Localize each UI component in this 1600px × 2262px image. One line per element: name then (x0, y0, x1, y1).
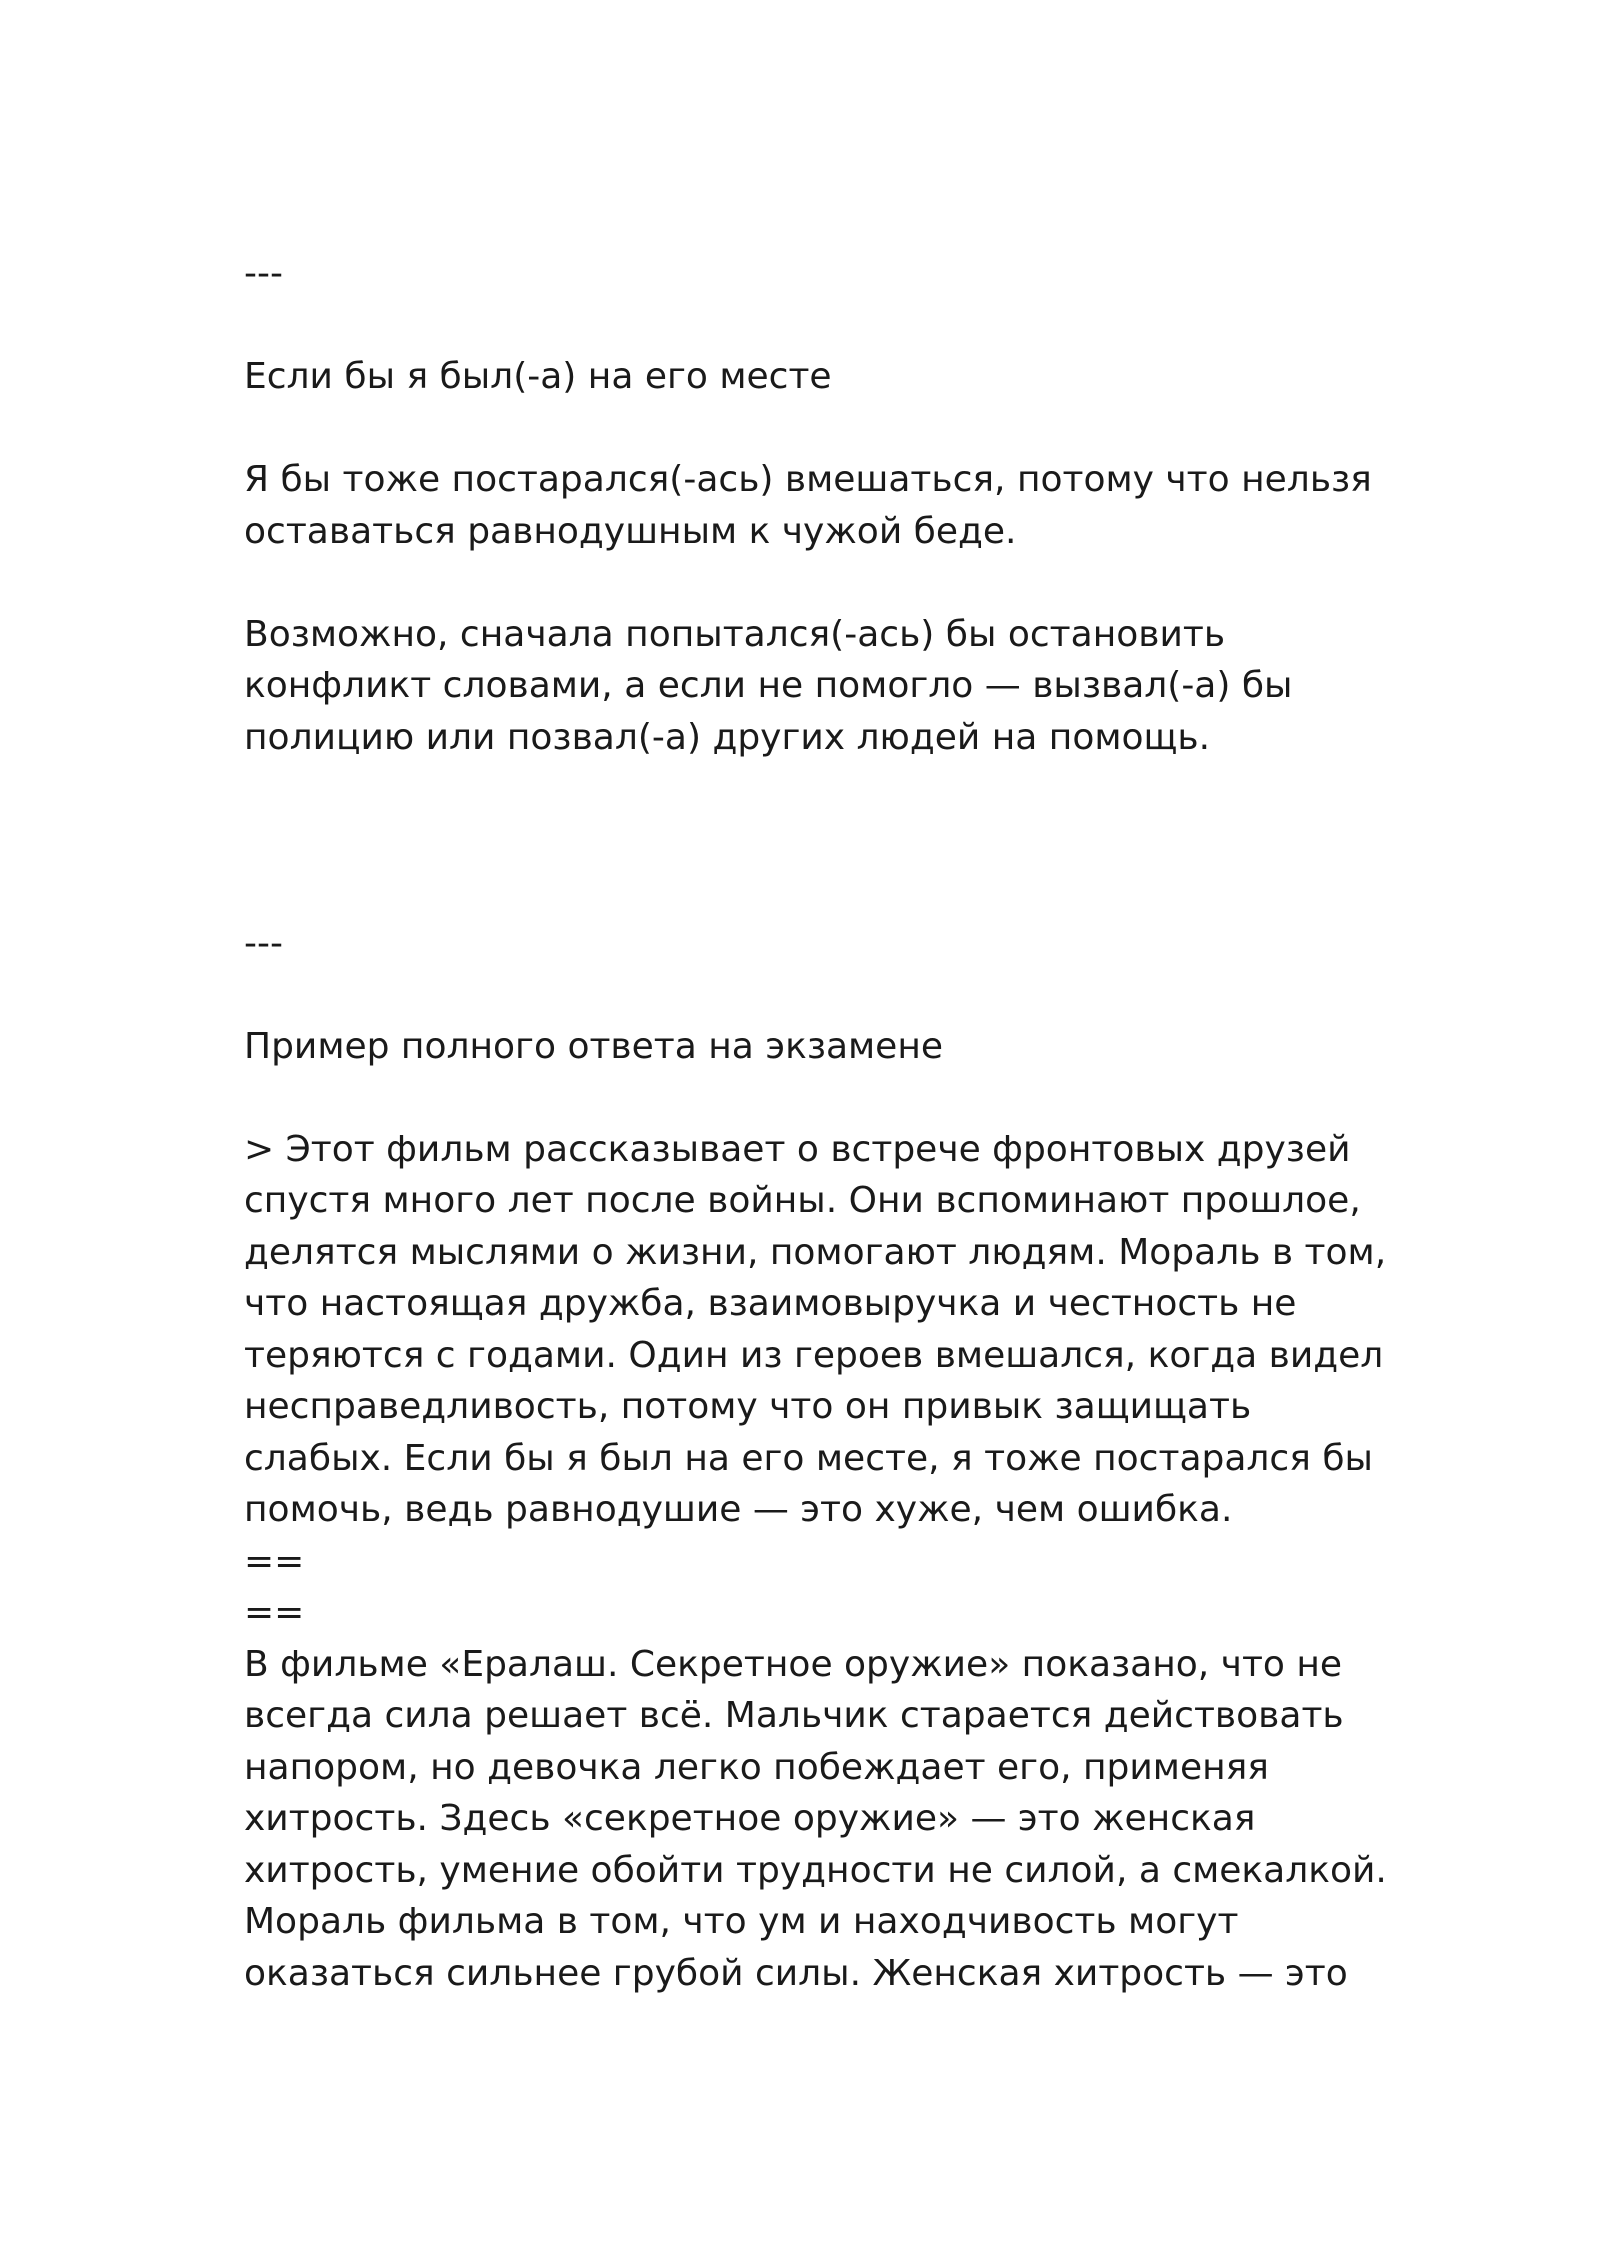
paragraph-line: полицию или позвал(-а) других людей на помощь. (244, 716, 1211, 758)
quote-line: несправедливость, потому что он привык защищать (244, 1386, 1252, 1427)
blank-line (244, 1072, 1444, 1124)
paragraph-line: Мораль фильма в том, что ум и находчивость могут (244, 1901, 1239, 1942)
blank-line (244, 557, 1444, 609)
paragraph-line: всегда сила решает всё. Мальчик старается действовать (244, 1695, 1344, 1736)
paragraph-line: оказаться сильнее грубой силы. Женская хитрость — это (244, 1952, 1348, 1994)
paragraph-line: хитрость, умение обойти трудности не силой, а смекалкой. (244, 1849, 1387, 1891)
blank-line (244, 300, 1444, 352)
separator-equals: == (244, 1540, 305, 1582)
quote-line: > Этот фильм рассказывает о встрече фронтовых друзей (244, 1128, 1351, 1170)
quote-line: делятся мыслями о жизни, помогают людям. Мораль в том, (244, 1231, 1387, 1273)
quote-line: что настоящая дружба, взаимовыручка и честность не (244, 1283, 1297, 1324)
paragraph-line: напором, но девочка легко побеждает его, применяя (244, 1746, 1269, 1788)
quote-line: спустя много лет после войны. Они вспоминают прошлое, (244, 1180, 1361, 1221)
section-heading-exam-answer: Пример полного ответа на экзамене (244, 1025, 944, 1067)
quote-line: помочь, ведь равнодушие — это хуже, чем ошибка. (244, 1489, 1233, 1530)
separator-middle: --- (244, 922, 283, 964)
section-heading-if-i-were: Если бы я был(-а) на его месте (244, 356, 832, 397)
paragraph-line: Возможно, сначала попытался(-ась) бы остановить (244, 613, 1226, 655)
paragraph-line: хитрость. Здесь «секретное оружие» — это женская (244, 1798, 1256, 1839)
paragraph-line: Я бы тоже постарался(-ась) вмешаться, потому что нельзя (244, 459, 1372, 500)
quote-line: теряются с годами. Один из героев вмешался, когда видел (244, 1334, 1384, 1376)
separator-top: --- (244, 253, 283, 294)
paragraph-line: конфликт словами, а если не помогло — вызвал(-а) бы (244, 665, 1293, 706)
blank-line (244, 403, 1444, 455)
document-page (244, 248, 1444, 1999)
blank-space (244, 763, 1444, 918)
separator-equals: == (244, 1592, 305, 1633)
paragraph-line: оставаться равнодушным к чужой беде. (244, 510, 1017, 552)
quote-line: слабых. Если бы я был на его месте, я тоже постарался бы (244, 1437, 1373, 1479)
paragraph-line: В фильме «Ералаш. Секретное оружие» показано, что не (244, 1643, 1343, 1685)
blank-line (244, 969, 1444, 1021)
